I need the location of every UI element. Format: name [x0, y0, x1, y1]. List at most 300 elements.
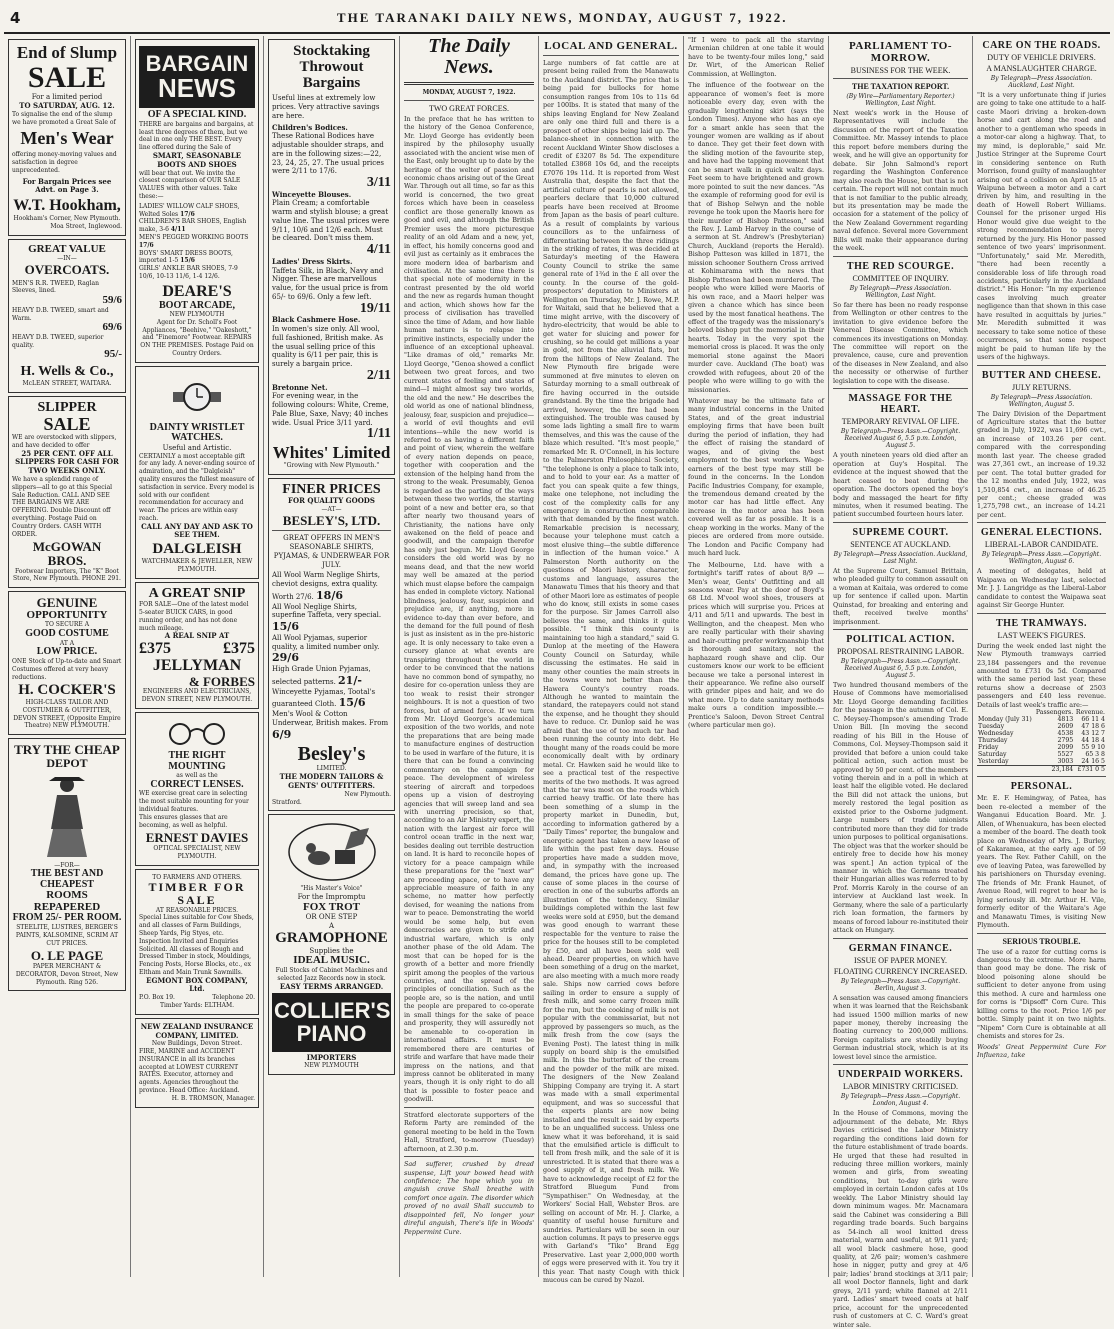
ad-line: "His Master's Voice": [300, 885, 363, 893]
price-row: [12, 307, 122, 334]
item-name: BOYS' SMART DRESS BOOTS, imported 1-5: [139, 249, 233, 265]
ad-address: WATCHMAKER & JEWELLER, NEW PLYMOUTH.: [141, 557, 253, 573]
table-cell: 55 9 10: [1081, 744, 1105, 752]
ad-firm: Whites' Limited: [272, 442, 391, 462]
item-price: 21/-: [338, 673, 362, 687]
ad-address: HIGH-CLASS TAILOR AND COSTUMIER & OUTFITTER, DEVON STREET, (Opposite Empire Theatre) NEW PLYMOUTH.: [13, 699, 121, 730]
article-body: Mr. E. F. Hemingway, of Patea, has been re-elected a member of the Wanganui Education Board. Mr. J. Allen, of Whenuakura, has been elected a member of the board. The death took place on Wednesday of Mrs. J. Burley, of Kakaramea, at the early age of 59 years. The Rev. Father Cahill, on the eve of leaving Patea, was farewelled by his parishioners on Thursday evening. The friends of Mr. Frank Haunet, of Avenue Road, will regret to hear he is lying seriously ill. Mr. Arthur H. Vile, formerly editor of the Waitara's Age and Manawatu Times, is visiting New Plymouth.: [977, 794, 1106, 930]
item-price: 17/6: [139, 241, 154, 249]
divider: [977, 933, 1106, 934]
ad-headline: ROOMS REPAPERED: [33, 889, 101, 913]
item-name: CHILDREN'S BAR SHOES, English make, 3-6: [139, 218, 247, 234]
article-paragraph: Whatever may be the ultimate fate of many industrial concerns in the United States, and of the great industrial employing firms that have been built during the period of inflation, they had the effect of raising the standard of wages, and of giving the best employment to the best workers. Wage-earners of the best type may still be found in the concerns. In the London Pacific Industries Company, for example, the tremendous demand created by the motor car has had little effect. Any increase in the motor area has been covered well as far as possible. It is a cheap working in the works. Many of the pieces are ordered from more outside. The London and Pacific Company had much hard luck.: [688, 397, 824, 558]
item-text: These Rational Bodices have adjustable shoulder straps, and are in the following sizes:—22, 23, 24, 25, 27. The usual prices were 2/11 to 17/6.: [272, 132, 384, 176]
ad-body: ONE Stock of Up-to-date and Smart Costumes offered at very heavy reductions.: [12, 657, 122, 681]
ad-headline: Bargains: [302, 74, 361, 91]
section-title: THE TRAMWAYS.: [996, 617, 1087, 629]
table-row: [977, 716, 1106, 723]
table-cell: 65 3 8: [1085, 751, 1105, 759]
table-cell: Wednesday: [978, 730, 1014, 738]
ad-body: will bear that out. We invite the closest comparison of OUR SALE VALUES with other values. Take these:—: [139, 169, 241, 200]
section-subtitle: JULY RETURNS.: [1012, 382, 1071, 392]
table-row: [977, 737, 1106, 744]
price-row: [272, 603, 391, 634]
editorial-body: In the preface that he has written to the history of the Genoa Conference, Mr. Lloyd George has evidently been inspired by the philosophy usually associated with the ancient wise men of the East, only brought up to date by the heritage of the welter of passion and economic chaos arising out of the Great War. Through out all time, so far as this world is concerned, the two great forces which have been in ceaseless conflict are those generally known as good and evil, and although the British Premier uses the more picturesque reality of an old Adam and a new, yet, in effect, his homily concerns good and evil just as certainly as it embraces the more modern idea of barbarism and civilisation. At the same time there is that special note of modernity in the contrast presented by the old world and the new as regards human thought and action, which shows how far the process of civilisation has travelled since the time of Adam, and how liable human nature is to relapse into primitive instincts, especially under the influence of an exceptional upheaval. "Like dramas of old," remarks Mr. Lloyd George, "Genoa showed a conflict between two great forces, and two current states of feeling and states of mind—I might almost say two worlds, the old and the new." He describes the old world as one of national blindness, jealousy, fear, suspicion and prejudice—a world of evil thoughts and evil intentions—while the new world is referred to as having a different faith and point of view, wherein the welfare of every nation depends on peace, together with cooperation and the extension of the helping hand from the strong to the weak. Presumably, Genoa is regarded as the parting of the ways between these two worlds, the starting point of a new and better era, so that after nearly two thousand years of Christianity, the nations have only awakened on the field of peace and goodwill, and the campaign therefor has only just begun. Mr. Lloyd George considers the old world was by no means dead, and that the new world may well be amazed at the period which must elapse before the campaign has ended in complete victory. National blindness, jealousy, fear, suspicion and prejudice are, if anything, more in evidence to-day than ever before, and the demand for the full pound of flesh is just as insistent as in the pre-historic age. It is only necessary to take even a cursory glance at what events are transpiring throughout the world in order to be convinced that the nations have no common bond of sympathy, no desire for co-operation unless they are too weak to resist their stronger neighbours. It is not a question of two forces, but of armed force. If we turn from Mr. Lloyd George's academical exposition of the two worlds, and note the preparations that are being made to manufacture engines of destruction to be used in warfare of the future, it is there that can be found a convincing commentary on the campaign for peace. The development of wireless steering of aircraft and torpedoes opens up a vision of destroying agencies that will sweep land and sea with unerring precision, so that, according to an Air Ministry expert, the nation with the largest air force will control ocean traffic in the next war, besides dealing out terrible destruction on land. It is hard to reconcile hopes of victory for a peace campaign while these preparations for the "next war" are proceeding apace, or to have any appreciable measure of faith in any scheme, no matter how perfectly devised, for weaning the nations from war to peace. Demonstrating the world would be some help, but even democracies are given to strife and industrial warfare, which is only another phase of the old Adam. The most that can be hoped for is the growth of a better and more friendly spirit among the peoples of the various countries, and the spread of the principles of conciliation. Such as the people are, so is the nation, and until the people are prepared to co-operate in small things for the sake of peace and prosperity, they will assuredly not be amenable to co-operation in international affairs. It must be remembered there are centuries of strife and warfare that have made their impress on the nations, and that impress cannot be obliterated in many years, though it is only right to do all that is possible to foster peace and goodwill.: [404, 114, 534, 1104]
stock-item: [272, 384, 391, 442]
item-text: Winceyette Pyjamas, Tootal's guaranteed Cloth.: [272, 687, 376, 709]
byline: By Telegraph—Press Association. Wellington, Last Night.: [849, 284, 952, 299]
table-row: [977, 744, 1106, 751]
column-3: [264, 36, 400, 1277]
editorial-date: MONDAY, AUGUST 7, 1922.: [422, 89, 516, 96]
ad-headline: GREAT VALUE: [28, 242, 106, 255]
ad-bargain-news: [135, 39, 259, 363]
table-cell: 4813: [1057, 716, 1074, 724]
table-cell: 66 11 4: [1081, 716, 1105, 724]
ad-line: For a limited period: [31, 93, 103, 102]
price-row: [139, 203, 255, 219]
advertorial-verse: Sad sufferer, crushed by dread suspense, Lift your bowed head with confidence; The hope which you in anguish crave Shall breathe with comfort once again. The disorder which proved of no avail Shall succumb to disappointed fell, No longer your direful anguish, There's life in Woods' Peppermint Cure.: [404, 1160, 534, 1236]
item-title: Bretonne Net.: [272, 382, 328, 392]
table-cell: Monday (July 31): [978, 716, 1032, 724]
ad-body: Full Stocks of Cabinet Machines and selected Jazz Records now in stock.: [275, 966, 388, 982]
ad-headline: SALE: [43, 414, 91, 435]
byline: By Telegraph—Press Assn.—Copyright. Wellington, August 6.: [981, 551, 1102, 566]
price-row: [139, 641, 255, 658]
ad-ernest-davies: [135, 712, 259, 866]
item-name: HEAVY D.B. TWEED, smart and Warm.: [12, 306, 109, 322]
ad-address: Hookham's Corner, New Plymouth.: [13, 215, 121, 223]
ad-headline: TIMBER FOR SALE: [148, 880, 246, 907]
item-price: 15/6: [338, 696, 366, 710]
ad-line: For Bargain Prices see Advt. on Page 3.: [22, 176, 112, 195]
column-5: [539, 36, 684, 1285]
table-cell: 23,184: [1051, 766, 1074, 774]
ad-body: FIRE, MARINE and ACCIDENT INSURANCE in all its branches accepted at LOWEST CURRENT RATES. Executor, attorney and agents. Agencies throughout the province. Head Office: Auckland.: [139, 1048, 240, 1095]
divider: [404, 82, 534, 85]
article-body: During the week ended last night the New Plymouth tramways carried 23,184 passengers and the revenue amounted to £731 0s 5d. Compared with the same period last year, these returns show a decrease of 2503 passengers and £40 less revenue. Details of last week's traffic are:—: [977, 641, 1106, 709]
article-body: The use of a razor for cutting corns is dangerous to the extreme. More harm than good may be done. The risk of blood poisoning alone should be sufficient to deter anyone from using this method. A cure and harmless one for corns is "Dipsoff" Corn Cure. This killing corns to the root. Price 1/6 per bottle. Simply paint it on two nights. "Nipem" Corn Cure is obtainable at all chemists and stores for 2s.: [977, 947, 1106, 1041]
table-cell: 24 16 5: [1081, 758, 1105, 766]
ad-besleys: [268, 478, 395, 812]
item-text: Plain Cream; a comfortable warm and stylish blouse; a great value line. The usual prices were 9/11, 10/6 and 12/6 each. Must be cleared. Don't miss them.: [272, 199, 390, 243]
section-title: BUTTER AND CHEESE.: [981, 369, 1102, 381]
table-cell: 4538: [1057, 730, 1074, 738]
ad-headline: TRY THE CHEAP: [14, 742, 120, 758]
ad-headline: CORRECT LENSES.: [150, 778, 244, 790]
table-header-row: [977, 709, 1106, 716]
bargain-banner: [139, 46, 255, 108]
item-price: £375: [139, 640, 171, 658]
table-total-row: [977, 766, 1106, 774]
ad-end-of-slump: [8, 39, 126, 236]
section-subtitle: LAST WEEK'S FIGURES.: [997, 630, 1086, 640]
masthead-title: THE TARANAKI DAILY NEWS, MONDAY, AUGUST 7, 1922.: [336, 10, 788, 25]
ad-address: OPTICAL SPECIALIST, NEW PLYMOUTH.: [153, 844, 241, 860]
ad-line: THE BEST AND CHEAPEST: [30, 868, 104, 890]
ad-body: Agent for Dr. Scholl's Foot Appliances, "Beehive," "Oakeshott," and "Finemore" Footwear. REPAIRS ON THE PREMISES. Postage Paid on Country Orders.: [140, 318, 254, 358]
item-price: 15/6: [180, 257, 195, 265]
ad-headline: THE RIGHT MOUNTING: [168, 750, 226, 772]
item-price: 3/11: [366, 175, 391, 190]
item-price: 19/11: [359, 300, 391, 316]
ad-address: New Plymouth.: [344, 790, 391, 798]
price-row: [12, 334, 122, 361]
ad-firm: EGMONT BOX COMPANY, Ltd.: [146, 975, 248, 994]
article-body: So far there has been no ready response from Wellington or other centres to the invitation to give evidence before the Venereal Disease Committee, which commences its investigations on Monday. The committee will report on the prevalence, cause, cure and prevention of the diseases in New Zealand, and also the necessity or otherwise of further legislation to cope with the disease.: [833, 300, 968, 385]
ad-line: OF A SPECIAL KIND.: [147, 109, 247, 121]
ad-headline: Men's Wear: [20, 128, 114, 149]
ad-address: Stratford.: [272, 798, 302, 806]
price-row: [139, 265, 255, 281]
section-subtitle: FLOATING CURRENCY INCREASED.: [833, 966, 968, 976]
article-body: The Dairy Division of the Department of Agriculture states that the butter graded in July, 1922, was 11,696 cwt., an increase of 103.26 per cent. compared with the corresponding month last year. The cheese graded was 27,361 cwt., an increase of 19.32 per cent. The total butter graded for the 12 months ended July, 1922, was 1,510,854 cwt., an increase of 46.25 per cent.; cheese graded was 1,275,798 cwt., an increase of 14.21 per cent.: [977, 409, 1106, 519]
ad-address: NEW PLYMOUTH: [304, 1062, 359, 1070]
byline: (By Wire—Parliamentary Reporter.) Wellington, Last Night.: [846, 93, 955, 107]
table-cell: Friday: [978, 744, 999, 752]
ad-line: LOW PRICE.: [36, 646, 98, 658]
table-cell: £731 0 5: [1077, 766, 1105, 774]
ad-firm: DEARE'S: [162, 282, 232, 300]
ad-headline: FOX TROT: [303, 900, 360, 913]
ad-line: A: [328, 922, 335, 931]
ad-headline: SALE: [27, 60, 107, 94]
section-subtitle: SERIOUS TROUBLE.: [1002, 936, 1081, 946]
ad-great-snip: [135, 582, 259, 709]
ad-line: New Buildings, Devon Street.: [151, 1040, 243, 1048]
item-title: Ladies' Dress Skirts.: [272, 256, 353, 266]
byline: By Telegraph—Press Assn.—Copyright. Received August 6, 5.5 p.m. London, August 5.: [840, 428, 961, 450]
table-cell: 47 18 6: [1081, 723, 1105, 731]
ad-address: ENGINEERS AND ELECTRICIANS, DEVON STREET, NEW PLYMOUTH.: [141, 688, 253, 704]
table-row: [977, 723, 1106, 730]
local-and-general-body: Large numbers of fat cattle are at present being railed from the Manawatu to the Auckland district. The price that is being paid for bullocks for home consumption ranges from 10s to 11s 6d per 100lbs. It is stated that many of the ships leaving England for New Zealand are only one third full and there is a prospect of other ships being laid up. The balance-sheet in connection with the recent Auckland Winter Show discloses a credit of £3207 8s 5d. The expenditure totalled £3868 10s 6d, and the receipts £7076 19s 11d. It is reported from West Australia that, despite the fact that the artificial culture of pearls is not allowed, pearlers declare that 10,000 cultured pearls have been received at Broome from Japan as the basis of pearl culture. As a result of complaints by various councillors as to the unfairness of differentiating between the three ridings in the striking of rates, it was decided at Saturday's meeting of the Hawera County Council to strike the same general rate of 1¾d in the £ all over the county. In the course of the gold-prospectors' deputation to Ministers at Wellington on Thursday, Mr. J. Rowe, M.P. for Waitaki, said that he believed that a time might arrive, with the discovery of hydro-electricity, that would be able to get water for sluicing and power for crushing, so he could get millions a year in gold, not from the alluvial flats, but from the hilltops of New Zealand. The New Plymouth fire brigade were summoned at five minutes to eleven on Saturday morning to a small outbreak of fire having occurred in the outside grandstand. By the time the brigade had arrived, however, the fire had been extinguished. The trouble was caused by some lads lighting a small fire to warm themselves, and this was the cause of the blaze which resulted. "It's most people," remarked Mr. R. O'Connell, in his lecture to the Palmerston Philosophical Society, "the telephone is only a place to talk into, and to hold to your ear. As a matter of fact you can speak quite a few things, make one telephone, not including the cost of the complexity calls for any emergency in construction comparable with that demanded by the finest watch. Remarkable precision is necessary, because your telephone must catch a most elusive thing—the subtle difference in inflection of the human voice." A Palmerston North authority on the questions of Maori history, character, customs and language, assures the Manawatu Times that his theory and that of other Maori lore as estimates of people who do know, still exists in some cases for the purpose. Sir James Carroll also believes the same, and thinks it quite possible. "I think this county is maintaining too high a standard," said G. Dunlop at the meeting of the Hawera County Council on Saturday, while discussing the estimates. He said in many other counties the main streets in the towns were not better than the Hawera County's country roads. Although he wanted to maintain the standard, the ratepayers could not stand the expense, and he thought they should have to reduce. Cr. Dunlop said he was afraid that the use of too much tar had been running the county into debt. He thought many of the roads could be more economically dealt with by ordinary metal. Cr. Hawken said he would like to see a practical test of the respective merits of the two methods. It was agreed that the tar was most on the roads which carried heavy traffic. Of late there has been something of a slump in the property market in Dunedin, but, according to information gathered by a "Daily Times" reporter, the bungalow and energetic agent has taken a new lease of life within the past few days. House properties have made a sudden move, and, in sympathy with the increased demand, the prices have gone up. The cause of some places in the course of erection in one of the suburbs affords an illustration of the tendency. Similar buildings completed within the last few weeks were sold at £950, but the demand was good enough to warrant these respectable for the venture to raise the price for the houses still to be completed by £50, and all have been sold well ahead. Dearer properties, on which have been something of a drug on the market, are also meeting with a much more ready sale. Ships now carried cows before sailing in order to ensure a supply of fresh milk, and some carry frozen milk for the run, but the cooking of milk is not popular with the commissariat, but not approved by passengers so much, as the milk fresh from the cow (says the Evening Post). The latest thing in milk supply on board ship is the emulsified milk. In this the butterfat of the cream and the powder of the milk are mixed. The designers of the New Zealand Shipping Company are trying it. A start was made with a small experimental equipment, and was so successful that the experts plants are now being installed and the result is said by experts to be an unqualified success. Unless one knew what it was beforehand, it is said that the emulsified article is difficult to tell from fresh milk, and the sale of it is unrestricted. It is stated that there was a good supply of it, and fresh milk. We have to acknowledge receipt of £2 for the Stratford Bluegum Fund from "Sympathiser." On Wednesday, at the Workers' Social Hall, Webster Bros. are selling on account of Mr. H. J. Clarke, a quantity of useful house furniture and sundries. Particulars will be seen in our auction columns. It pays to preserve eggs with Garland's "Tiko" Brand Egg Preservative. Last year 2,000,000 worth of eggs were preserved with it. You try it this year. That nasty Cough with thick mucous can be cured by Nazol.: [543, 59, 679, 1285]
ad-firm: McGOWAN BROS.: [32, 539, 102, 568]
ad-firm: Besley's: [297, 743, 366, 766]
spectacles-icon: [162, 720, 232, 748]
ad-headline: Stocktaking: [293, 43, 370, 59]
column-4: [400, 36, 539, 1277]
byline: By Telegraph—Press Association. Auckland, Last Night.: [833, 550, 968, 565]
item-price: 29/6: [272, 651, 299, 665]
ad-line: FOR QUALITY GOODS: [288, 496, 375, 506]
table-cell: 2795: [1057, 737, 1074, 745]
woman-illustration-icon: [41, 773, 93, 859]
item-price: £375: [223, 640, 255, 658]
divider: [977, 776, 1106, 777]
ad-headline: A GREAT SNIP: [148, 585, 246, 601]
section-title: GENERAL ELECTIONS.: [980, 527, 1103, 539]
section-subtitle: SENTENCE AT AUCKLAND.: [850, 539, 951, 549]
ad-headline: NEW ZEALAND INSURANCE COMPANY, LIMITED.: [140, 1021, 254, 1040]
ad-address: Moa Street, Inglewood.: [50, 222, 122, 230]
item-price: 95/-: [104, 348, 122, 361]
ad-address: PAPER MERCHANT & DECORATOR, Devon Street, New Plymouth. Ring 526.: [15, 962, 119, 986]
ad-line: —AT—: [321, 506, 342, 514]
ad-line: SMART, SEASONABLE BOOTS AND SHOES: [152, 151, 242, 169]
item-price: 69/6: [102, 321, 122, 334]
ad-headline: GENUINE: [36, 595, 98, 611]
item-text: All Wool Pyjamas, superior quality, a limited number only.: [272, 633, 380, 651]
ad-firm: DALGLEISH: [152, 541, 242, 558]
item-text: All Wool Neglige Shirts, superfine Taffeta, very special.: [272, 602, 382, 620]
section-title: MASSAGE FOR THE HEART.: [848, 393, 953, 416]
table-header: [977, 709, 1034, 716]
ad-firm: W.T. Hookham,: [13, 197, 121, 215]
stock-item: [272, 124, 391, 191]
byline: By Telegraph—Press Assn.—Copyright. London, August 4.: [840, 1093, 961, 1108]
section-subtitle: A MANSLAUGHTER CHARGE.: [986, 64, 1097, 73]
stock-item: [272, 316, 391, 383]
ad-firm: H. Wells & Co.,: [20, 364, 114, 380]
section-title: THE RED SCOURGE.: [846, 260, 955, 272]
price-row: [272, 634, 391, 665]
divider: [404, 1156, 534, 1157]
ad-nz-insurance: [135, 1018, 259, 1108]
columns: [4, 35, 1110, 1329]
ad-line: GREAT OFFERS IN MEN'S SEASONABLE SHIRTS, PYJAMAS, & UNDERWEAR FOR JULY.: [273, 534, 390, 569]
ad-firm: PIANO: [296, 1021, 367, 1047]
his-masters-voice-dog-icon: [287, 822, 377, 882]
ad-headline: DEPOT: [46, 755, 88, 770]
ad-line: For the Impromptu: [297, 893, 366, 902]
section-title: UNDERPAID WORKERS.: [837, 1069, 964, 1081]
notice-paragraph: Stratford electorate supporters of the Reform Party are reminded of the general meeting to be held in the Town Hall, Stratford, to-morrow (Tuesday) afternoon, at 2.30 p.m.: [404, 1110, 534, 1153]
ad-headline: SLIPPER: [37, 399, 97, 415]
table-row: [977, 758, 1106, 766]
ad-genuine-opportunity: [8, 591, 126, 735]
article-paragraph: The Melbourne, Ltd. have with a fortnight's tariff rates of about 8/9 — Men's wear, Gents' Outfitting and all seasons wear. Pay at the door of Boyd's 68 Ltd. M'vool wool shoes, trousers at prices which will surprise you. Prices at 4/11 and 5/11 and upwards. The best in Wellington, and the cheapest. Men who are really particular with their shaving and hair-cutting prefer workmanship that is thorough and sanitary, not the haphazard rough shave and clip. Our customers know our work to be efficient because we take a personal interest in their appearance. We refine also ourself with grinder pipes and hair, and we do what more. Up to date sanitary methods make ours a condition impossible.—Prentice's Saloon, Devon Street Central (where particular men go).: [688, 560, 824, 730]
section-title: POLITICAL ACTION.: [846, 634, 955, 646]
ad-headline: NEWS: [158, 73, 236, 104]
section-subtitle: ISSUE OF PAPER MONEY.: [854, 955, 947, 965]
section-subtitle: LIBERAL-LABOR CANDIDATE.: [984, 540, 1099, 550]
ad-firm: JELLYMAN: [152, 657, 242, 674]
item-price: 1/11: [366, 426, 391, 442]
table-cell: Yesterday: [978, 758, 1009, 766]
article-body: A meeting of delegates, held at Waipawa on Wednesday last, selected Mr. J. J. Langridge as the Liberal-Labor candidate to contest the Waipawa seat against Sir George Hunter.: [977, 567, 1106, 610]
ad-address: Footwear Importers, The "K" Boot Store, New Plymouth. PHONE 291.: [13, 567, 121, 583]
ad-headline: FINER PRICES: [282, 481, 381, 497]
ad-body: Special Lines suitable for Cow Sheds, and all classes of Farm Buildings, Sheep Yards, Pig Styes, etc. Inspection Invited and Enquiries Solicited. All classes of Rough and Dressed Timber in stock, Mouldings, Fencing Posts, Horse Blocks, etc., ex Eltham and Main Trunk Sawmills.: [139, 914, 254, 976]
ad-headline: OPPORTUNITY: [26, 608, 108, 621]
ad-body: FOR SALE—One of the latest model 5-seater BUICK CARS, in good running order, and has not done much mileage.: [139, 601, 249, 632]
ad-line: Useful and Artistic.: [162, 443, 232, 452]
page-number: 4: [10, 9, 21, 27]
section-subtitle: TEMPORARY REVIVAL OF LIFE.: [841, 417, 960, 427]
ad-address: Timber Yards: ELTHAM.: [159, 1002, 235, 1009]
section-title: SUPREME COURT.: [852, 526, 949, 538]
ad-headline: GRAMOPHONE: [275, 929, 388, 946]
item-title: Black Cashmere Hose.: [272, 315, 361, 325]
section-title: LOCAL AND GENERAL.: [544, 40, 678, 52]
article-body: "It is a very unfortunate thing if juries are going to take one attitude to a half-caste Maori driving a broken-down horse and cart along the road and another to a gentleman who speeds in a motor-car along a highway. That, to my mind, is deplorable," said Mr. Justice Stringer at the Supreme Court in considering sentence on Ruth Morrison, found guilty of manslaughter arising out of a collision on April 15 at Waipuna between a motor and a cart driven by him, and resulting in the death of Howell Robert Williams. Counsel for the prisoner urged His Honor would give due weight to the strong recommendation to mercy returned by the jury. His Honor passed sentence of two years' imprisonment. "Unfortunately," said Mr. Meredith, "there had been recently a considerable loss of life through road accidents, particularly in the Auckland district." His Honor: "In my experience cases involving much greater negligence than that shown in this case have resulted in acquittals by juries." Mr. Meredith submitted it was necessary to take some notice of these occurrences, so that some respect might be paid to human life by the users of the highways.: [977, 91, 1106, 362]
ad-slipper-sale: [8, 396, 126, 589]
ad-line: TO SECURE A: [44, 621, 90, 629]
divider: [404, 1107, 534, 1108]
ad-firm: H. COCKER'S: [18, 682, 116, 699]
column-7: [829, 36, 973, 1329]
section-subtitle: THE TAXATION REPORT.: [851, 82, 950, 91]
column-8: [973, 36, 1110, 1277]
section-subtitle: DUTY OF VEHICLE DRIVERS.: [987, 53, 1096, 62]
ad-line: CALL ANY DAY AND ASK TO SEE THEM.: [141, 521, 253, 540]
divider: [404, 100, 534, 101]
table-cell: Saturday: [978, 751, 1007, 759]
divider: [977, 365, 1106, 366]
price-row: [272, 665, 391, 688]
table-header: Passengers.: [1035, 709, 1074, 717]
item-name: MEN'S R.R. TWEED, Raglan Sleeves, lined.: [12, 279, 99, 295]
price-row: [272, 688, 391, 711]
ad-headline: OVERCOATS.: [24, 261, 110, 277]
section-subtitle: LABOR MINISTRY CRITICISED.: [842, 1082, 959, 1092]
divider: [833, 388, 968, 389]
divider: [272, 530, 391, 531]
ad-line: —IN—: [57, 255, 77, 263]
section-title: GERMAN FINANCE.: [848, 942, 953, 954]
ad-firm: COLLIER'S: [274, 998, 391, 1024]
ad-body: We have a splendid range of slippers—all to go at this Special Sale Reduction. CALL AND SEE THE BARGAINS WE ARE OFFERING. Double Discount off everything. Postage Paid on Country Orders. CASH WITH ORDER.: [12, 475, 113, 538]
stock-item: [272, 258, 391, 316]
ad-contact-row: [139, 994, 255, 1002]
ad-body: THERE are bargains and bargains, at least three degrees of them, but we deal in one only THE BEST. Every line offered during the Sale of: [139, 120, 254, 152]
article-body: Two hundred thousand members of the House of Commons have memorialised Mr. Lloyd George demanding facilities for the passage in the autumn of Col. E. C. Meysey-Thompson's amending Trade Union Bill. [In moving the second reading of his Bill in the House of Commons, Col. Meysey-Thompson said it provided that before a union could take political action, such action must be approved by 50 per cent. of the members voting therein and in a poll in which at least half the eligible voted. He declared the Bill did not attack the unions, but merely restored the legal position as existed prior to the Osborne judgment. Large numbers of trade unionists contributed more than they did for trade union purposes to political organisations. The object was that the worker should be entirely free to decide how his money was spent.] An action typical of the manner in which the Germans treated their Hungarian allies was referred to by Prof. Morris Karoly in the course of an interview at Auckland last week. In Germany, where the sale of a particularly rich loan formation, the farmers by means of forced labour re-instituted their attack on Hungary.: [833, 681, 968, 935]
table-header: Revenue.: [1075, 709, 1105, 717]
ad-address: McLEAN STREET, WAITARA.: [22, 379, 112, 387]
item-price: 17/6: [180, 210, 195, 218]
ad-line: IMPORTERS: [306, 1052, 357, 1062]
ad-headline: End of Slump: [16, 43, 118, 62]
price-row: [139, 234, 255, 250]
ad-line: OR ONE STEP: [305, 913, 358, 922]
ad-body: To signalise the end of the slump we have promoted a Great Sale of: [12, 110, 116, 126]
ad-line: H. B. TROMSON, Manager.: [171, 1094, 255, 1102]
editorial-headline: TWO GREAT FORCES.: [428, 103, 510, 113]
ad-line: —FOR—: [54, 861, 80, 869]
ad-line: AT REASONABLE PRICES.: [155, 906, 239, 914]
item-name: GIRLS' ANKLE BAR SHOES, 7-9 10/6, 10-13 11/6, 1-4 12/6.: [139, 265, 238, 280]
item-price: 15/6: [272, 620, 299, 634]
newspaper-nameplate: The Daily News.: [428, 35, 510, 78]
colliers-banner: [272, 993, 391, 1051]
ad-line: Supplies the: [309, 946, 354, 955]
section-subtitle: COMMITTEE OF INQUIRY.: [852, 273, 949, 283]
po-box: P.O. Box 19.: [139, 994, 175, 1002]
item-name: MEN'S PEGGED WORKING BOOTS: [139, 233, 249, 241]
ad-address: NEW PLYMOUTH: [169, 311, 225, 319]
ad-line: TO SATURDAY, AUG. 12.: [19, 101, 115, 111]
ad-stocktaking: [268, 39, 395, 475]
wristwatch-icon: [169, 374, 225, 420]
price-row: [12, 280, 122, 307]
table-cell: 2609: [1057, 723, 1074, 731]
ad-body: CERTAINLY a most acceptable gift for any lady. A never-ending source of admiration, and the "Dalgleish" quality ensures the fullest measure of satisfaction in service. Every model is sold with our confident recommendation for accuracy and wear. The prices are within easy reach.: [139, 452, 255, 522]
item-text: High Grade Union Pyjamas, selected patterns.: [272, 665, 371, 686]
byline: By Telegraph—Press Association. Auckland, Last Night.: [990, 75, 1093, 89]
ad-line: EASY TERMS ARRANGED.: [279, 981, 384, 991]
divider: [833, 1064, 968, 1065]
item-price: 2/11: [366, 367, 391, 383]
ad-body: STEELITE, LUSTRES, BERGER'S PAINTS, KALSOMINE, SCRIM AT CUT PRICES.: [15, 923, 119, 947]
item-name: LADIES' WILLOW CALF SHOES, Welted Soles: [139, 202, 240, 218]
table-cell: Thursday: [978, 737, 1008, 745]
table-row: [977, 751, 1106, 758]
ad-great-value: [8, 239, 126, 393]
ad-firm: O. LE PAGE: [30, 948, 104, 964]
item-price: 6/9: [272, 727, 292, 741]
ad-body: WE exercise great care in selecting the most suitable mounting for your individual features.: [139, 790, 249, 813]
advert-line: Woods' Great Peppermint Cure For Influenza, take: [977, 1042, 1106, 1059]
item-price: 18/6: [316, 588, 343, 602]
ad-line: THE MODERN TAILORS & GENTS' OUTFITTERS.: [279, 772, 384, 790]
item-price: 4/11: [170, 226, 186, 234]
price-row: [272, 710, 391, 741]
ad-line: as well as the: [176, 772, 218, 780]
ad-line: A REAL SNIP AT: [164, 631, 230, 641]
item-text: Men's Wool & Cotton Underwear, British makes. From: [272, 710, 389, 727]
masthead: [4, 4, 1110, 34]
ad-tagline: "Growing with New Plymouth.": [283, 461, 380, 469]
ad-colliers: [268, 814, 395, 1075]
telephone: Telephone 20.: [212, 994, 255, 1002]
item-text: In women's size only. All wool, full fashioned, British make. As the usual selling price of this quality is 6/11 per pair, this is surely a bargain price.: [272, 325, 384, 369]
ad-body: WE are overstocked with slippers, and have decided to offer: [12, 434, 117, 449]
item-title: Winceyette Blouses.: [272, 189, 352, 199]
ad-firm: BOOT ARCADE,: [159, 299, 235, 311]
article-body: At the Supreme Court, Samuel Brittain, who pleaded guilty to common assault on a woman at Kaitaia, was ordered to come up for sentence if called upon. Martin Quinstad, for breaking and entering and theft, received twelve months' imprisonment.: [833, 566, 968, 626]
article-body: A sensation was caused among financiers when it was learned that the Reichsbank had issued 1500 million marks of new paper money, thereby increasing the floating currency to 200,000 millions. Foreign capitalists are steadily buying German industrial stock, which is at its lowest level since the armistice.: [833, 993, 968, 1061]
tramways-table: [977, 709, 1106, 773]
article-paragraph: "If I were to pack all the starving Armenian children at one table it would have to be twenty-four miles long," said Dr. Wirt, of the American Relief Commission, at Wellington.: [688, 36, 824, 78]
ad-headline: BARGAIN: [145, 51, 249, 76]
table-cell: 3003: [1057, 758, 1074, 766]
item-text: Taffeta Silk, in Black, Navy and Nigger. These are marvellous value, for the usual price is from 65/- to 69/6. Only a few left.: [272, 266, 388, 301]
price-row: [272, 571, 391, 602]
column-1: [4, 36, 131, 1277]
item-text: All Wool Warm Neglige Shirts, cheviot designs, extra quality. Worth 27/6.: [272, 571, 380, 601]
section-title: PERSONAL.: [1010, 781, 1073, 793]
ad-line: 25 PER CENT. OFF ALL SLIPPERS FOR CASH FOR TWO WEEKS ONLY.: [15, 448, 119, 476]
ad-line: FROM 25/- PER ROOM.: [12, 912, 122, 924]
table-cell: 44 18 4: [1081, 737, 1105, 745]
item-title: Children's Bodices.: [272, 122, 348, 132]
ad-line: LIMITED.: [316, 765, 347, 773]
divider: [833, 522, 968, 523]
ad-line: TO FARMERS AND OTHERS.: [152, 873, 242, 881]
ad-line: GOOD COSTUME: [25, 628, 109, 640]
section-title: PARLIAMENT TO-MORROW.: [848, 40, 953, 64]
ad-headline: IDEAL MUSIC.: [293, 954, 370, 967]
ad-line: AT A: [59, 639, 75, 647]
divider: [543, 55, 679, 56]
table-cell: 2099: [1057, 744, 1074, 752]
table-row: [977, 730, 1106, 737]
divider: [977, 613, 1106, 614]
ad-body: offering money-moving values and satisfaction in degree unprecedented.: [12, 151, 117, 174]
column-6: [684, 36, 829, 1277]
ad-firm: & FORBES: [188, 673, 255, 689]
byline: By Telegraph—Press Association. Wellington, August 5.: [990, 393, 1093, 408]
ad-headline: DAINTY WRISTLET WATCHES.: [149, 421, 245, 444]
column-2: [131, 36, 264, 1277]
article-body: Next week's work in the House of Representatives will include the discussion of the report of the Taxation Committee. Mr. Massey intends to place this report before members during the week, and he will give an opportunity for debate. Sir John Salmond's report regarding the Washington Conference may also reach the House, but that is not certain. The report will not contain much that is not familiar to the public already, but its presentation may be made the occasion for a statement of the policy of the New Zealand Government regarding naval defence. Several more Government Bills will make their appearance during the week.: [833, 109, 968, 253]
item-price: 59/6: [102, 294, 122, 307]
item-name: HEAVY D.B. TWEED, superior quality.: [12, 333, 104, 349]
ad-cheap-depot: [8, 738, 126, 991]
ad-timber: [135, 869, 259, 1015]
divider: [833, 938, 968, 939]
